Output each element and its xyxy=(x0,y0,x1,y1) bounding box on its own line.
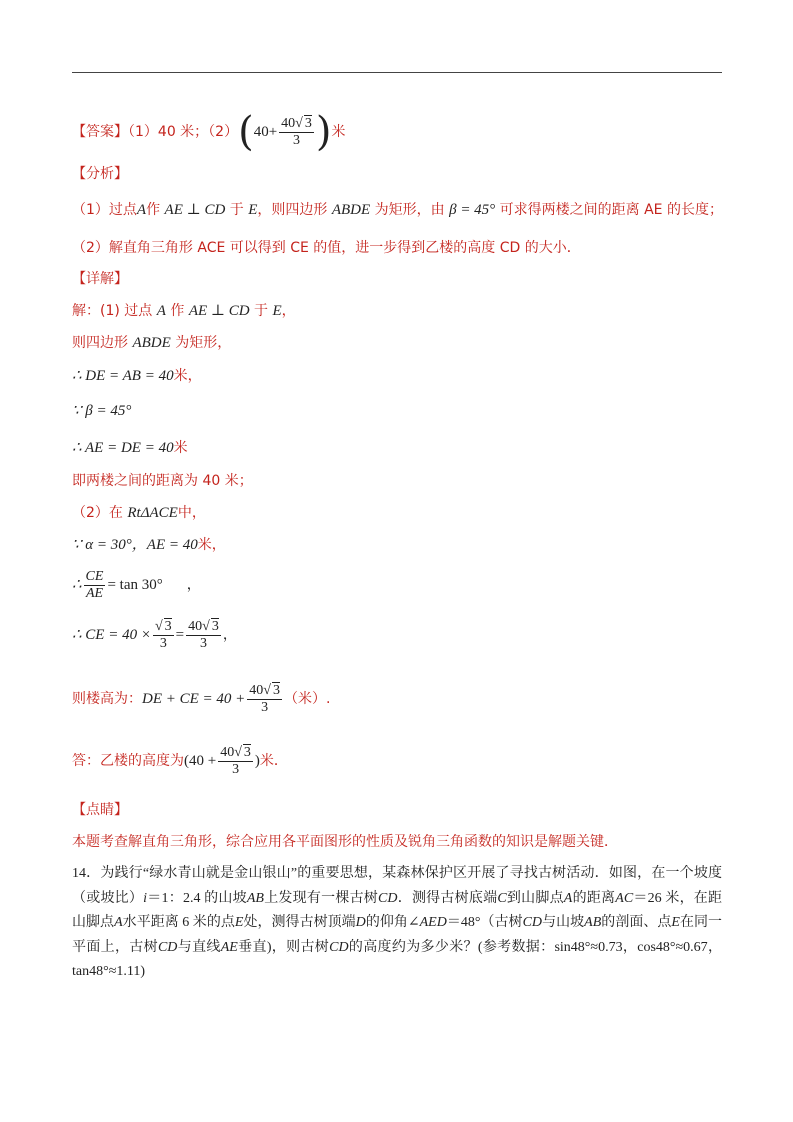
left-paren: ( xyxy=(238,109,254,155)
fraction: $\frac{40√ 3}{3}$ xyxy=(188,619,219,651)
header-rule xyxy=(72,72,722,73)
detail-line-7: （2）在 RtΔACE中， xyxy=(72,505,206,521)
answer-line xyxy=(72,109,346,155)
detail-line-1: 解：(1) 过点 A 作 AE ⊥ CD 于 E， xyxy=(72,303,296,319)
detail-line-10: ∴ CE = 40 × $\frac{√ 3}{3}$ = $\frac{40√ 3}{3}$ ， xyxy=(72,619,237,651)
fraction: $\frac{40√ 3}{3}$ xyxy=(249,683,280,715)
detail-line-8: ∵ α = 30°，AE = 40米， xyxy=(72,537,226,553)
problem-14-text: 14．为践行“绿水青山就是金山银山”的重要思想，某森林保护区开展了寻找古树活动．如图，在一个坡度（或坡比）i＝1：2.4 的山坡AB上发现有一棵古树CD．测得古树底端C到山脚点A的距离AC＝26 米，在距山脚点A水平距离 6 米的点E处，测得古树顶端D的仰角∠AED＝48°（古树CD与山坡AB的剖面、点E在同一平面上，古树CD与直线AE垂直)，则古树CD的高度约为多少米？(参考数据：sin48°≈0.73，cos48°≈0.67，tan48°≈1.11) xyxy=(72,866,723,979)
fraction: $\frac{40√ 3}{3}$ xyxy=(220,745,251,777)
analysis-line-1: （1）过点A作 AE ⊥ CD 于 E，则四边形 ABDE 为矩形，由 β = 45° 可求得两楼之间的距离 AE 的长度； xyxy=(72,202,723,218)
detail-line-5: ∴ AE = DE = 40米 xyxy=(72,440,188,456)
detail-line-6: 即两楼之间的距离为 40 米； xyxy=(72,473,253,489)
detail-line-4: ∵ β = 45° xyxy=(72,403,132,419)
detail-line-11: 则楼高为：DE + CE = 40 + $\frac{40√ 3}{3}$ （米）. xyxy=(72,683,331,715)
answer-part2-expression: (40+ $\frac{40√ 3}{3}$ ) xyxy=(238,109,332,155)
analysis-line-2: （2）解直角三角形 ACE 可以得到 CE 的值，进一步得到乙楼的高度 CD 的大小． xyxy=(72,240,581,256)
answer-unit: 米 xyxy=(331,124,346,140)
detail-line-9: ∴ $\frac{CE}{AE}$ = tan 30° ， xyxy=(72,568,201,601)
answer-part1: （1）40 米；（2） xyxy=(128,124,239,140)
fraction: $\frac{CE}{AE}$ xyxy=(85,568,104,601)
detail-tag: 【详解】 xyxy=(72,271,128,287)
answer-tag: 【答案】 xyxy=(72,124,128,140)
right-paren: ) xyxy=(315,109,332,155)
analysis-tag: 【分析】 xyxy=(72,166,128,182)
comment-text: 本题考查解直角三角形，综合应用各平面图形的性质及锐角三角函数的知识是解题关键． xyxy=(72,834,618,850)
fraction: $\frac{√ 3}{3}$ xyxy=(154,619,172,651)
detail-line-3: ∴ DE = AB = 40米， xyxy=(72,368,202,384)
detail-line-2: 则四边形 ABDE 为矩形， xyxy=(72,335,232,351)
detail-line-12: 答：乙楼的高度为(40 + $\frac{40√ 3}{3}$ )米． xyxy=(72,745,288,777)
comment-tag: 【点睛】 xyxy=(72,802,128,818)
fraction: $\frac{40√ 3}{3}$ xyxy=(281,116,312,148)
